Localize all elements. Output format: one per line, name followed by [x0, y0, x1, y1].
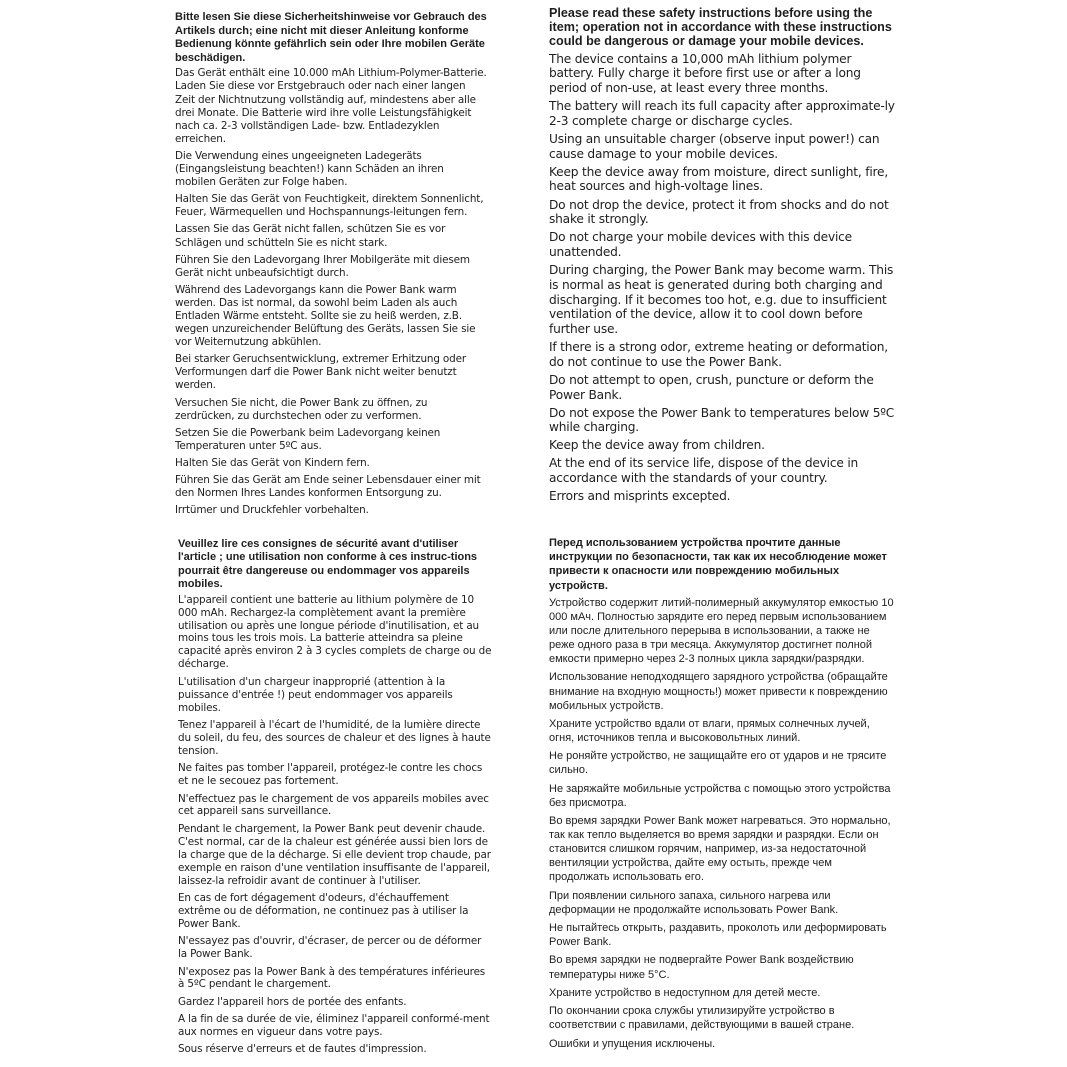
russian-paragraph: Использование неподходящего зарядного устройства (обращайте внимание на входную мощность!) может привести к повреждению мобильных устройств.	[549, 671, 888, 712]
german-paragraph: Führen Sie den Ladevorgang Ihrer Mobilgeräte mit diesem Gerät nicht unbeaufsichtigt durch.	[175, 253, 470, 279]
russian-paragraphs	[549, 596, 894, 1051]
german-paragraph: Versuchen Sie nicht, die Power Bank zu öffnen, zu zerdrücken, zu durchstechen oder zu verformen.	[175, 396, 428, 422]
english-paragraph: Do not drop the device, protect it from shocks and do not shake it strongly.	[549, 197, 889, 227]
english-paragraph: If there is a strong odor, extreme heating or deformation, do not continue to use the Power Bank.	[549, 340, 888, 369]
english-paragraph: Errors and misprints excepted.	[549, 489, 731, 504]
german-paragraph: Lassen Sie das Gerät nicht fallen, schützen Sie es vor Schlägen und schütteln Sie es nicht stark.	[175, 223, 446, 249]
english-paragraph: The device contains a 10,000 mAh lithium polymer battery. Fully charge it before first use or after a long period of non-use, at least every three months.	[549, 51, 861, 96]
russian-paragraph: Ошибки и упущения исключены.	[549, 1037, 716, 1050]
english-paragraph: Using an unsuitable charger (observe input power!) can cause damage to your mobile devices.	[549, 131, 880, 161]
french-paragraph: Tenez l'appareil à l'écart de l'humidité, de la lumière directe du soleil, du feu, des sources de chaleur et des lignes à haute tension.	[178, 718, 491, 757]
russian-heading: Перед использованием устройства прочтите данные инструкции по безопасности, так как их несоблюдение может привести к опасности или повреждению мобильных устройств.	[549, 537, 887, 592]
german-paragraph: Halten Sie das Gerät von Feuchtigkeit, direktem Sonnenlicht, Feuer, Wärmequellen und Hochspannungs-leitungen fern.	[175, 193, 484, 219]
french-safety-section	[178, 538, 492, 1061]
french-paragraph: N'exposez pas la Power Bank à des températures inférieures à 5ºC pendant le chargement.	[178, 965, 486, 991]
russian-paragraph: Не заряжайте мобильные устройства с помощью этого устройства без присмотра.	[549, 782, 891, 809]
french-paragraph: L'appareil contient une batterie au lithium polymère de 10 000 mAh. Rechargez-la complètement avant la première utilisation ou après une longue période d'inutilisation, et au moins tous les trois mois. La batterie atteindra sa pleine capacité après environ 2 à 3 cycles complets de charge ou de décharge.	[178, 593, 492, 671]
french-paragraph: Gardez l'appareil hors de portée des enfants.	[178, 995, 407, 1008]
german-paragraph: Bei starker Geruchsentwicklung, extremer Erhitzung oder Verformungen darf die Power Bank nicht weiter benutzt werden.	[175, 353, 466, 392]
german-paragraph: Irrtümer und Druckfehler vorbehalten.	[175, 504, 369, 517]
russian-paragraph: Храните устройство в недоступном для детей месте.	[549, 986, 821, 999]
german-paragraph: Das Gerät enthält eine 10.000 mAh Lithium-Polymer-Batterie. Laden Sie diese vor Erstgebrauch oder nach einer langen Zeit der Nichtnutzung vollständig auf, mindestens aber alle drei Monate. Die Batterie wird ihre volle Leistungsfähigkeit nach ca. 2-3 vollständigen Lade- bzw. Entladezyklen erreichen.	[175, 67, 487, 145]
french-paragraph: N'effectuez pas le chargement de vos appareils mobiles avec cet appareil sans surveillance.	[178, 792, 489, 818]
english-paragraph: Keep the device away from children.	[549, 438, 765, 453]
russian-paragraph: Устройство содержит литий-полимерный аккумулятор емкостью 10 000 мАч. Полностью зарядите его перед первым использованием или после длительного перерыва в использовании, а также не реже одного раза в три месяца. Аккумулятор достигнет полной емкости примерно через 2-3 полных цикла зарядки/разрядки.	[549, 596, 894, 666]
french-paragraph: Ne faites pas tomber l'appareil, protégez-le contre les chocs et ne le secouez pas fortement.	[178, 762, 483, 788]
english-paragraph: Keep the device away from moisture, direct sunlight, fire, heat sources and high-voltage lines.	[549, 164, 889, 194]
german-paragraph: Die Verwendung eines ungeeigneten Ladegeräts (Eingangsleistung beachten!) kann Schäden an ihren mobilen Geräten zur Folge haben.	[175, 149, 444, 189]
french-paragraph: N'essayez pas d'ouvrir, d'écraser, de percer ou de déformer la Power Bank.	[178, 935, 482, 961]
german-paragraph: Während des Ladevorgangs kann die Power Bank warm werden. Das ist normal, da sowohl beim Laden als auch Entladen Wärme entsteht. Sollte sie zu heiß werden, z.B. wegen unzureichender Belüftung des Geräts, lassen Sie sie vor Weiternutzung abkühlen.	[175, 283, 476, 349]
russian-paragraph: Не роняйте устройство, не защищайте его от ударов и не трясите сильно.	[549, 750, 887, 777]
russian-paragraph: Не пытайтесь открыть, раздавить, проколоть или деформировать Power Bank.	[549, 922, 887, 949]
english-paragraph: During charging, the Power Bank may become warm. This is normal as heat is generated during both charging and discharging. If it becomes too hot, e.g. due to insufficient ventilation of the device, allow it to cool down before further use.	[549, 263, 894, 336]
french-paragraph: Pendant le chargement, la Power Bank peut devenir chaude. C'est normal, car de la chaleur est générée aussi bien lors de la charge que de la décharge. Si elle devient trop chaude, par exemple en raison d'une ventilation insuffisante de l'appareil, laissez-la refroidir avant de continuer à l'utiliser.	[178, 822, 491, 887]
german-paragraph: Setzen Sie die Powerbank beim Ladevorgang keinen Temperaturen unter 5ºC aus.	[175, 426, 441, 452]
russian-paragraph: Храните устройство вдали от влаги, прямых солнечных лучей, огня, источников тепла и высоковольтных линий.	[549, 717, 870, 745]
english-paragraph: At the end of its service life, dispose of the device in accordance with the standards of your country.	[549, 456, 859, 486]
russian-safety-section	[549, 536, 894, 1055]
english-paragraph: Do not attempt to open, crush, puncture or deform the Power Bank.	[549, 372, 874, 402]
german-paragraph: Führen Sie das Gerät am Ende seiner Lebensdauer einer mit den Normen Ihres Landes konformen Entsorgung zu.	[175, 474, 481, 500]
english-safety-section	[549, 6, 899, 507]
german-paragraph: Halten Sie das Gerät von Kindern fern.	[175, 456, 370, 469]
french-heading: Veuillez lire ces consignes de sécurité avant d'utiliser l'article ; une utilisation non conforme à ces instruc-tions pourrait être dangereuse ou endommager vos appareils mobiles.	[178, 538, 478, 591]
english-paragraph: The battery will reach its full capacity after approximate-ly 2-3 complete charge or discharge cycles.	[549, 99, 895, 128]
russian-paragraph: При появлении сильного запаха, сильного нагрева или деформации не продолжайте использовать Power Bank.	[549, 889, 839, 916]
english-paragraphs	[549, 52, 899, 504]
french-paragraph: A la fin de sa durée de vie, éliminez l'appareil conformé-ment aux normes en vigueur dans votre pays.	[178, 1013, 490, 1039]
french-paragraph: En cas de fort dégagement d'odeurs, d'échauffement extrême ou de déformation, ne continuez pas à utiliser la Power Bank.	[178, 891, 469, 930]
russian-paragraph: Во время зарядки не подвергайте Power Bank воздействию температуры ниже 5°C.	[549, 954, 854, 981]
english-paragraph: Do not expose the Power Bank to temperatures below 5ºC while charging.	[549, 405, 895, 435]
french-paragraphs	[178, 594, 492, 1057]
german-heading: Bitte lesen Sie diese Sicherheitshinweise vor Gebrauch des Artikels durch; eine nicht mit dieser Anleitung konforme Bedienung könnte gefährlich sein oder Ihre mobilen Geräte beschädigen.	[175, 11, 487, 64]
russian-paragraph: По окончании срока службы утилизируйте устройство в соответствии с правилами, действующими в вашей стране.	[549, 1005, 855, 1032]
german-safety-section	[175, 11, 487, 521]
russian-paragraph: Во время зарядки Power Bank может нагреваться. Это нормально, так как тепло выделяется во время зарядки и разрядки. Если он становится слишком горячим, например, из-за недостаточной вентиляции устройства, дайте ему остыть, прежде чем продолжать использовать его.	[549, 815, 891, 884]
english-paragraph: Do not charge your mobile devices with this device unattended.	[549, 230, 852, 259]
english-heading: Please read these safety instructions before using the item; operation not in accordance with these instructions could be dangerous or damage your mobile devices.	[549, 6, 892, 49]
french-paragraph: Sous réserve d'erreurs et de fautes d'impression.	[178, 1043, 427, 1056]
german-paragraphs	[175, 67, 487, 517]
french-paragraph: L'utilisation d'un chargeur inapproprié (attention à la puissance d'entrée !) peut endommager vos appareils mobiles.	[178, 675, 453, 714]
